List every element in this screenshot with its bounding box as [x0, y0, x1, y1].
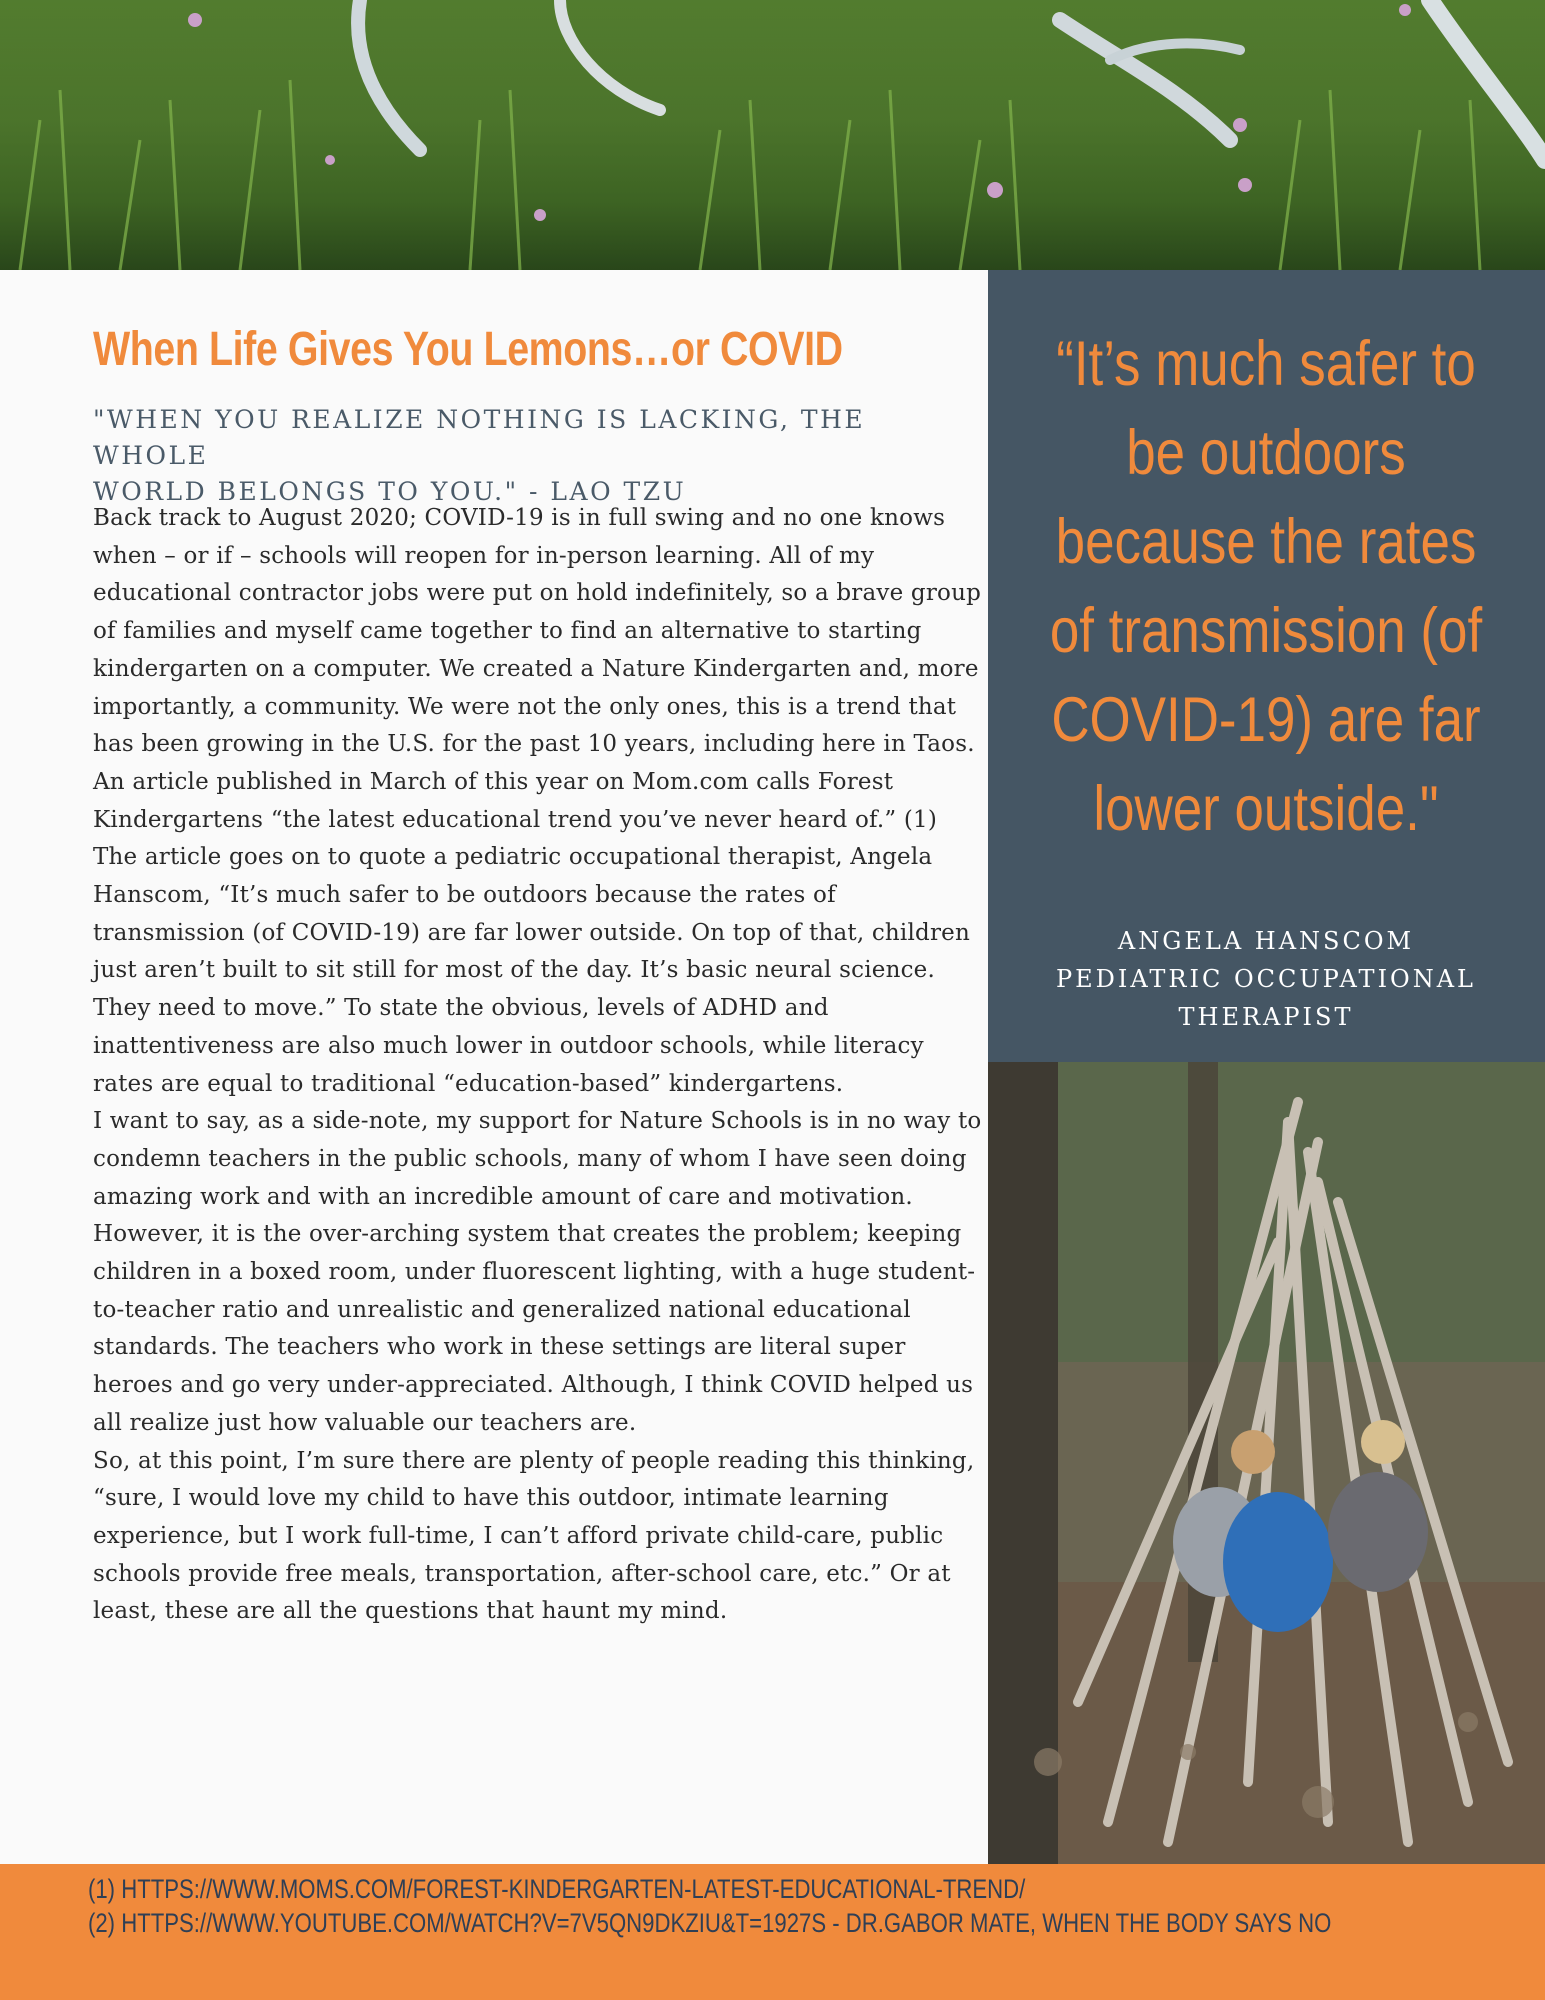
- epigraph-quote: [93, 402, 973, 510]
- epigraph-line: "WHEN YOU REALIZE NOTHING IS LACKING, THE WHOLE: [93, 405, 866, 470]
- footnotes: [88, 1872, 1332, 1940]
- footer-bar: [0, 1864, 1545, 2000]
- pull-quote-panel: [988, 270, 1545, 1062]
- body-paragraph: I want to say, as a side-note, my support for Nature Schools is in no way to condemn teachers in the public schools, many of whom I have seen doing amazing work and with an incredible amount of care and motivation. However, it is the over-arching system that creates the problem; keeping children in a boxed room, under fluorescent lighting, with a huge student-to-teacher ratio and unrealistic and generalized national educational standards. The teachers who work in these settings are literal super heroes and go very under-appreciated. Although, I think COVID helped us all realize just how valuable our teachers are.: [93, 1108, 982, 1436]
- quote-attribution: [1006, 922, 1526, 1036]
- body-paragraph: Back track to August 2020; COVID-19 is in full swing and no one knows when – or if – schools will reopen for in-person learning. All of my educational contractor jobs were put on hold indefinitely, so a brave group of families and myself came together to find an alternative to starting kindergarten on a computer. We created a Nature Kindergarten and, more importantly, a community. We were not the only ones, this is a trend that has been growing in the U.S. for the past 10 years, including here in Taos. An article published in March of this year on Mom.com calls Forest Kindergartens “the latest educational trend you’ve never heard of.” (1) The article goes on to quote a pediatric occupational therapist, Angela Hanscom, “It’s much safer to be outdoors because the rates of transmission (of COVID-19) are far lower outside. On top of that, children just aren’t built to sit still for most of the day. It’s basic neural science. They need to move.” To state the obvious, levels of ADHD and inattentiveness are also much lower in outdoor schools, while literacy rates are equal to traditional “education-based” kindergartens.: [93, 505, 982, 1097]
- attribution-title-cont: THERAPIST: [1178, 1003, 1354, 1031]
- article-title: When Life Gives You Lemons…or COVID: [93, 323, 843, 376]
- article-body: [93, 500, 983, 1631]
- article-column: [0, 270, 988, 1864]
- grass-illustration: [0, 0, 1545, 270]
- forest-illustration: [988, 1062, 1545, 1864]
- body-paragraph: So, at this point, I’m sure there are plenty of people reading this thinking, “sure, I would love my child to have this outdoor, intimate learning experience, but I work full-time, I can’t afford private child-care, public schools provide free meals, transportation, after-school care, etc.” Or at least, these are all the questions that haunt my mind.: [93, 1447, 975, 1625]
- epigraph-line: WORLD BELONGS TO YOU." - LAO TZU: [93, 477, 687, 506]
- attribution-title: PEDIATRIC OCCUPATIONAL: [1056, 965, 1476, 993]
- footnote-link[interactable]: (2) HTTPS://WWW.YOUTUBE.COM/WATCH?V=7V5QN9DKZIU&T=1927S - DR.GABOR MATE, WHEN THE BODY SAYS NO: [88, 1908, 1332, 1938]
- pull-quote-text: “It’s much safer to be outdoors because the rates of transmission (of COVID-19) are far lower outside.": [1049, 329, 1483, 844]
- attribution-name: ANGELA HANSCOM: [1117, 927, 1415, 955]
- footnote-link[interactable]: (1) HTTPS://WWW.MOMS.COM/FOREST-KINDERGARTEN-LATEST-EDUCATIONAL-TREND/: [88, 1874, 1026, 1904]
- grass-banner-image: [0, 0, 1545, 270]
- children-fort-photo: [988, 1062, 1545, 1864]
